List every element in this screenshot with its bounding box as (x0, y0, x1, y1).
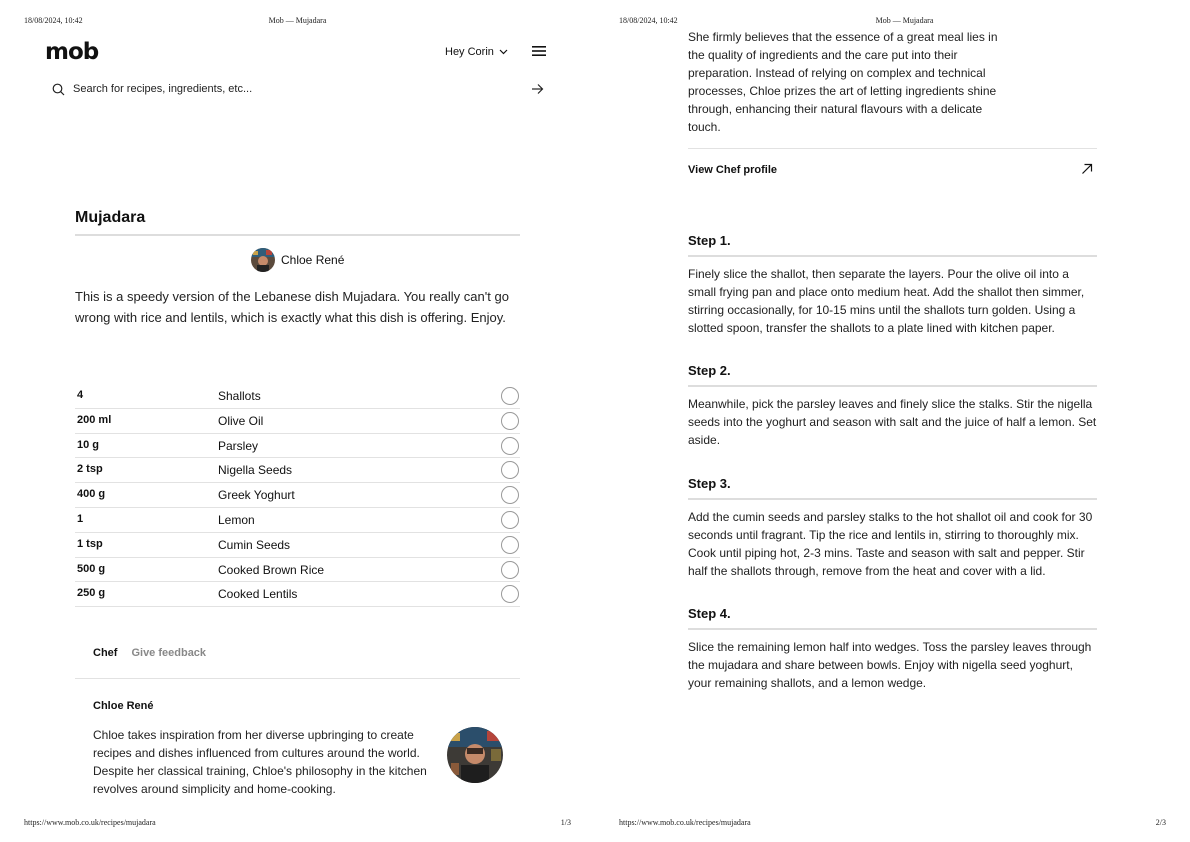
ingredient-row (75, 508, 520, 533)
tab-give-feedback[interactable]: Give feedback (131, 647, 207, 659)
ingredient-quantity: 200 ml (77, 413, 112, 426)
tabs-divider (75, 678, 520, 679)
print-doc-title: Mob — Mujadara (268, 16, 327, 25)
search-icon (52, 83, 65, 96)
chef-bio: Chloe takes inspiration from her diverse upbringing to create recipes and dishes influenced from cultures around the world. Despite her classical training, Chloe's philosophy in the kitchen revolves around simplicity and home-cooking. (93, 728, 427, 796)
ingredient-name: Cooked Brown Rice (218, 562, 325, 577)
search-input[interactable] (73, 81, 513, 97)
chef-bio-continued: She firmly believes that the essence of a great meal lies in the quality of ingredients and the care put into their preparation. Instead of relying on complex and technical processes, Chloe prizes the art of letting ingredients shine through, enhancing their natural flavours with a delicate touch. (688, 30, 998, 134)
author-avatar (251, 248, 275, 272)
ingredient-row (75, 533, 520, 558)
author-name: Chloe René (281, 253, 345, 267)
recipe-title: Mujadara (75, 209, 146, 226)
ingredient-row (75, 384, 520, 409)
ingredient-checkbox[interactable] (501, 387, 519, 405)
method-step (688, 361, 1097, 449)
ingredient-name: Greek Yoghurt (218, 488, 295, 503)
chevron-down-icon (499, 49, 508, 55)
method-step (688, 231, 1097, 337)
print-datetime: 18/08/2024, 10:42 (619, 16, 678, 25)
ingredient-checkbox[interactable] (501, 561, 519, 579)
print-footer (24, 818, 571, 828)
ingredient-name: Nigella Seeds (218, 463, 293, 478)
ingredient-row (75, 458, 520, 483)
arrow-right-icon[interactable] (531, 83, 544, 95)
ingredient-quantity: 1 tsp (77, 537, 103, 550)
chef-avatar (447, 727, 503, 783)
title-divider (75, 234, 520, 236)
ingredient-quantity: 500 g (77, 562, 106, 575)
print-header (619, 16, 1166, 26)
step-text: Add the cumin seeds and parsley stalks to the hot shallot oil and cook for 30 seconds until fragrant. Tip the rice and lentils in, stirring to thoroughly mix. Cook until piping hot, 2-3 mins. Taste and season with salt and pepper. Stir half the shallots through, remove from the heat and cover with a lid. (688, 510, 1093, 578)
greeting-label: Hey Corin (445, 46, 494, 58)
ingredient-name: Olive Oil (218, 413, 264, 428)
step-title: Step 1. (688, 233, 731, 248)
ingredient-row (75, 582, 520, 607)
print-footer (619, 818, 1166, 828)
ingredient-checkbox[interactable] (501, 585, 519, 603)
step-divider (688, 628, 1097, 630)
ingredient-quantity: 400 g (77, 488, 106, 501)
print-datetime: 18/08/2024, 10:42 (24, 16, 83, 25)
print-page-number: 2/3 (1155, 818, 1166, 827)
ingredient-quantity: 2 tsp (77, 463, 103, 476)
ingredient-row (75, 434, 520, 459)
ingredient-name: Parsley (218, 438, 259, 453)
step-divider (688, 385, 1097, 387)
ingredient-name: Cooked Lentils (218, 587, 298, 602)
print-page-2 (595, 0, 1190, 842)
ingredient-name: Lemon (218, 512, 255, 527)
ingredient-quantity: 10 g (77, 438, 100, 451)
search-bar (52, 80, 544, 98)
ingredient-row (75, 409, 520, 434)
recipe-author[interactable] (251, 248, 344, 272)
chef-name: Chloe René (93, 700, 154, 712)
print-url: https://www.mob.co.uk/recipes/mujadara (619, 818, 751, 827)
tab-chef[interactable]: Chef (93, 647, 118, 659)
ingredient-quantity: 4 (77, 389, 84, 401)
ingredient-checkbox[interactable] (501, 486, 519, 504)
ingredient-quantity: 1 (77, 512, 84, 525)
step-title: Step 2. (688, 363, 731, 378)
print-header (24, 16, 571, 26)
chef-profile-link-label: View Chef profile (688, 164, 778, 176)
site-header (45, 40, 549, 66)
method-step (688, 604, 1097, 692)
arrow-up-right-icon (1081, 163, 1093, 175)
hamburger-menu-icon[interactable] (531, 44, 547, 58)
step-text: Finely slice the shallot, then separate the layers. Pour the olive oil into a small frying pan and place onto medium heat. Add the shallot then simmer, stirring occasionally, for 10-15 mins until the shallots turn golden. Using a slotted spoon, transfer the shallots to a plate lined with kitchen paper. (688, 267, 1085, 335)
step-title: Step 3. (688, 476, 731, 491)
view-chef-profile-link[interactable] (688, 160, 1097, 180)
step-title: Step 4. (688, 606, 731, 621)
ingredient-checkbox[interactable] (501, 461, 519, 479)
chef-feedback-tabs (93, 646, 220, 660)
bio-divider (688, 148, 1097, 149)
ingredient-checkbox[interactable] (501, 412, 519, 430)
ingredient-name: Cumin Seeds (218, 537, 291, 552)
step-text: Slice the remaining lemon half into wedges. Toss the parsley leaves through the mujadara and share between bowls. Enjoy with nigella seed yoghurt, your remaining shallots, and a lemon wedge. (688, 640, 1092, 690)
ingredients-list (75, 384, 520, 607)
step-divider (688, 498, 1097, 500)
ingredient-row (75, 558, 520, 583)
step-text: Meanwhile, pick the parsley leaves and finely slice the stalks. Stir the nigella seeds into the yoghurt and season with salt and the juice of half a lemon. Set aside. (688, 397, 1097, 447)
ingredient-quantity: 250 g (77, 587, 106, 600)
ingredient-name: Shallots (218, 389, 261, 403)
mob-logo[interactable]: mob (45, 39, 99, 65)
ingredient-checkbox[interactable] (501, 511, 519, 529)
user-greeting-dropdown[interactable] (445, 45, 508, 59)
print-page-number: 1/3 (560, 818, 571, 827)
ingredient-checkbox[interactable] (501, 437, 519, 455)
ingredient-checkbox[interactable] (501, 536, 519, 554)
method-step (688, 474, 1097, 580)
recipe-intro: This is a speedy version of the Lebanese dish Mujadara. You really can't go wrong with rice and lentils, which is exactly what this dish is offering. Enjoy. (75, 289, 509, 325)
ingredient-row (75, 483, 520, 508)
print-url: https://www.mob.co.uk/recipes/mujadara (24, 818, 156, 827)
step-divider (688, 255, 1097, 257)
print-doc-title: Mob — Mujadara (875, 16, 934, 25)
